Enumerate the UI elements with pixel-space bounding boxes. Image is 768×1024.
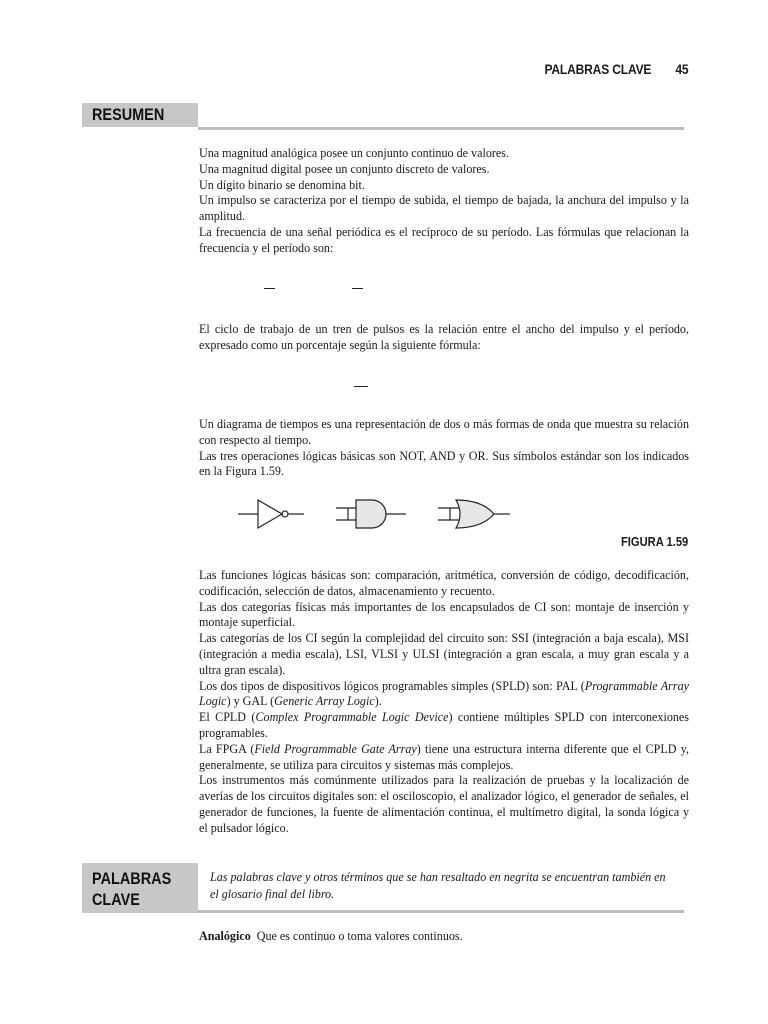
page-number: 45 — [674, 61, 688, 77]
summary-line: Las dos categorías físicas más importantes de los encapsulados de CI son: montaje de inserción y montaje superficial. — [199, 599, 689, 630]
keywords-intro: Las palabras clave y otros términos que se han resaltado en negrita se encuentran también en el glosario final del libro. — [210, 870, 666, 901]
summary-line: La frecuencia de una señal periódica es el recíproco de su período. Las fórmulas que relacionan la frecuencia y el período son: — [199, 224, 689, 255]
summary-block-1 — [199, 146, 689, 257]
summary-line: Las tres operaciones lógicas básicas son NOT, AND y OR. Sus símbolos estándar son los indicados en la Figura 1.59. — [199, 448, 689, 479]
figure-caption: FIGURA 1.59 — [620, 534, 688, 549]
or-gate-icon — [438, 500, 510, 528]
keyword-entry — [199, 929, 463, 944]
summary-block-4 — [199, 568, 689, 837]
summary-line-cpld: El CPLD (Complex Programmable Logic Device) contiene múltiples SPLD con interconexiones programables. — [199, 710, 689, 740]
summary-line: Los instrumentos más comúnmente utilizados para la realización de pruebas y la localización de averías de los circuitos digitales son: el osciloscopio, el analizador lógico, el generador de señales, el generador de funciones, la fuente de alimentación continua, el multímetro digital, la sonda lógica y el pulsador lógico. — [199, 773, 689, 835]
logic-gates-figure — [238, 494, 518, 534]
summary-line: Un diagrama de tiempos es una representación de dos o más formas de onda que muestra su relación con respecto al tiempo. — [199, 417, 689, 447]
summary-line: El ciclo de trabajo de un tren de pulsos es la relación entre el ancho del impulso y el período, expresado como un porcentaje según la siguiente fórmula: — [199, 322, 689, 352]
summary-line-fpga: La FPGA (Field Programmable Gate Array) tiene una estructura interna diferente que el CPLD y, generalmente, se utiliza para circuitos y sistemas más complejos. — [199, 741, 689, 772]
palabras-clave-heading: PALABRAS CLAVE — [82, 863, 198, 913]
keyword-definition: Que es continuo o toma valores continuos. — [256, 929, 463, 943]
and-gate-icon — [336, 500, 406, 528]
running-header — [544, 61, 688, 77]
summary-line: Un dígito binario se denomina bit. — [199, 177, 365, 192]
resumen-rule — [198, 127, 684, 130]
summary-line: Un impulso se caracteriza por el tiempo de subida, el tiempo de bajada, la anchura del impulso y la amplitud. — [199, 193, 689, 224]
palabras-clave-rule — [198, 910, 684, 913]
summary-block-2 — [199, 322, 689, 354]
header-title: PALABRAS CLAVE — [544, 61, 651, 77]
summary-line: Una magnitud digital posee un conjunto discreto de valores. — [199, 161, 490, 176]
summary-line: Las funciones lógicas básicas son: comparación, aritmética, conversión de código, decodificación, codificación, selección de datos, almacenamiento y recuento. — [199, 568, 689, 598]
summary-line-spld: Los dos tipos de dispositivos lógicos programables simples (SPLD) son: PAL (Programmable Array Logic) y GAL (Generic Array Logic). — [199, 678, 689, 709]
not-gate-icon — [238, 500, 304, 528]
keyword-term: Analógico — [199, 929, 251, 943]
summary-line: Una magnitud analógica posee un conjunto continuo de valores. — [199, 146, 509, 160]
formula-fraction-bar — [354, 386, 368, 387]
resumen-heading: RESUMEN — [82, 103, 198, 127]
summary-line: Las categorías de los CI según la complejidad del circuito son: SSI (integración a baja escala), MSI (integración a media escala), LSI, VLSI y ULSI (integración a gran escala, a muy gran escala y a ultra gran escala). — [199, 631, 689, 677]
summary-block-3 — [199, 417, 689, 480]
formula-fraction-bar — [264, 288, 275, 289]
formula-fraction-bar — [352, 288, 363, 289]
